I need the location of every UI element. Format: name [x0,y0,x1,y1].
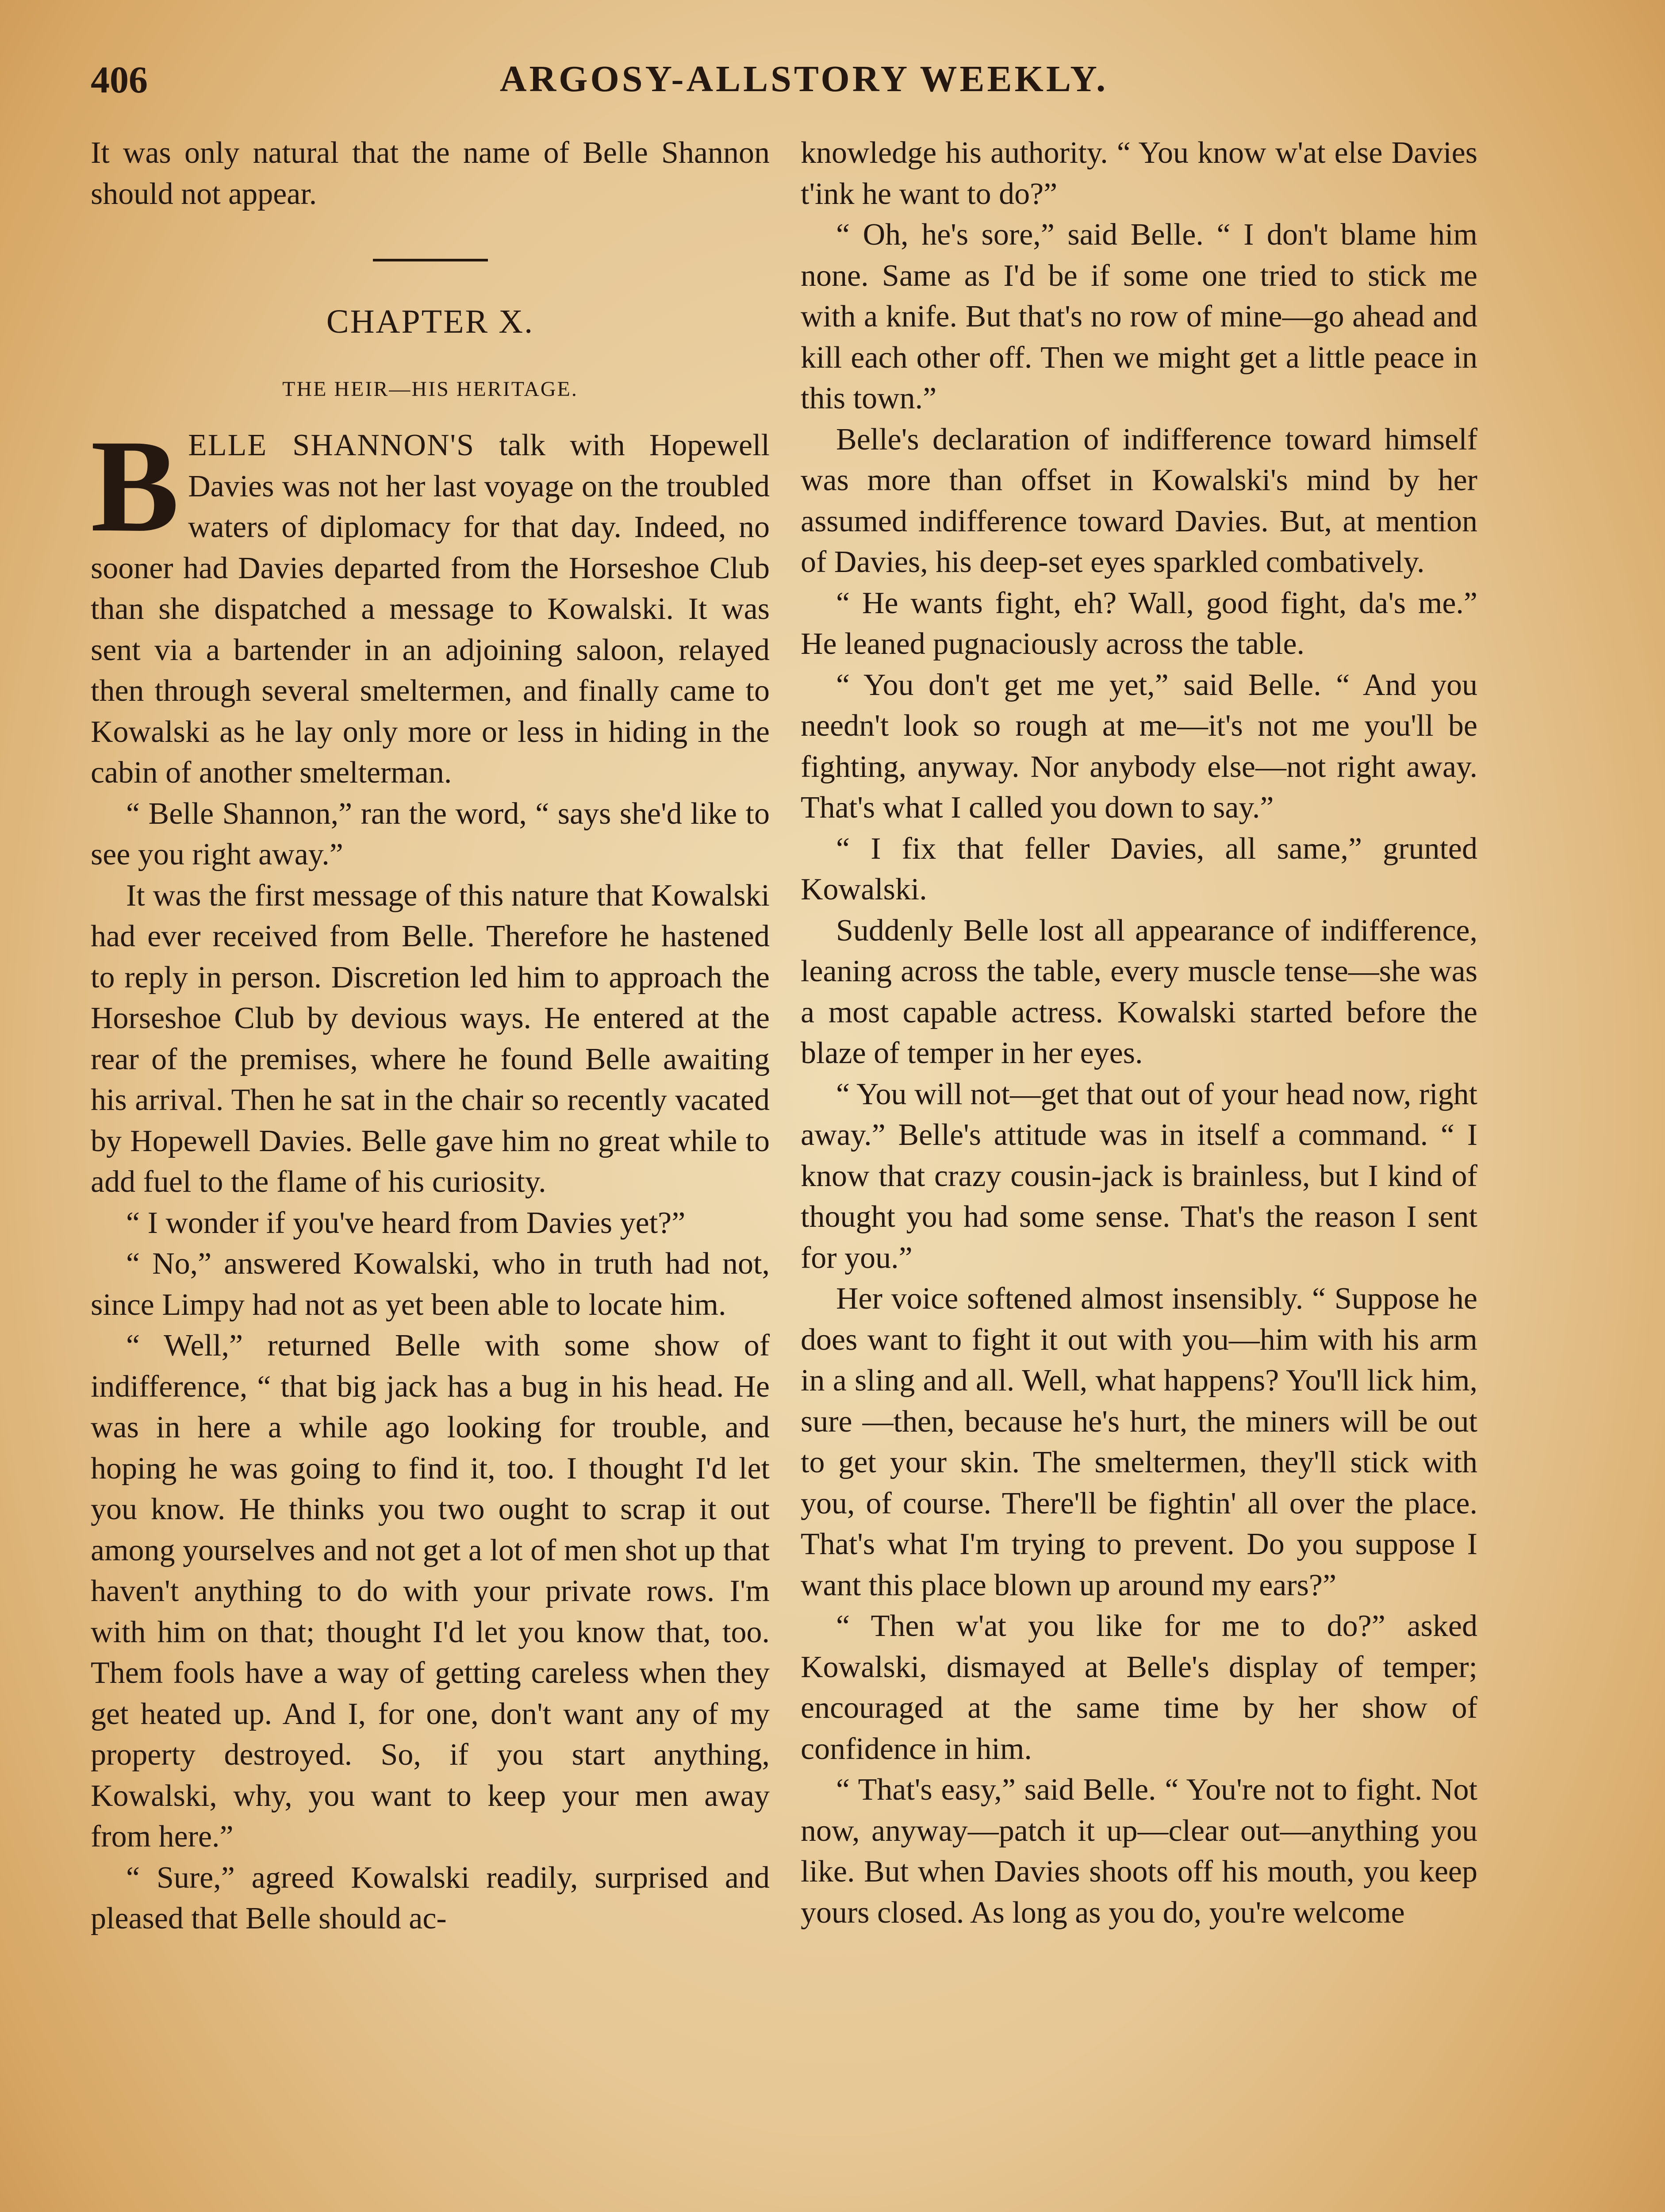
paragraph: “ I wonder if you've heard from Davies yet?” [126,1206,686,1240]
right-column [801,133,1477,2212]
intro-paragraph: It was only natural that the name of Belle Shannon should not appear. [91,136,770,211]
opening-caps: ELLE SHANNON'S [188,428,475,462]
paragraph: knowledge his authority. “ You know w'at else Davies t'ink he want to do?” [801,136,1477,211]
section-divider [373,259,488,261]
running-title: ARGOSY-ALLSTORY WEEKLY. [499,58,1109,100]
paragraph: “ Sure,” agreed Kowalski readily, surprised and pleased that Belle should ac- [91,1860,770,1936]
paragraph: “ Well,” returned Belle with some show of indifference, “ that big jack has a bug in his head. He was in here a while ago looking for trouble, and hoping he was going to find it, too. I thought I'd let you know. He thinks you two ought to scrap it out among yourselves and not get a lot of men shot up that haven't anything to do with your private rows. I'm with him on that; thought I'd let you know that, too. Them fools have a way of getting careless when they get heated up. And I, for one, don't want any of my property destroyed. So, if you start anything, Kowalski, why, you want to keep your men away from here.” [91,1329,770,1854]
opening-paragraph [91,412,770,794]
paragraph: Suddenly Belle lost all appearance of indifference, leaning across the table, every muscle tense—she was a most capable actress. Kowalski started before the blaze of temper in her eyes. [801,913,1477,1070]
paragraph: Her voice softened almost insensibly. “ Suppose he does want to fight it out with you—him with his arm in a sling and all. Well, what happens? You'll lick him, sure —then, because he's hurt, the miners will be out to get your skin. The smeltermen, they'll stick with you, of course. There'll be fightin' all over the place. That's what I'm trying to prevent. Do you suppose I want this place blown up around my ears?” [801,1282,1477,1602]
paragraph: “ Then w'at you like for me to do?” asked Kowalski, dismayed at Belle's display of temper; encouraged at the same time by her show of confidence in him. [801,1609,1477,1766]
paragraph: “ You will not—get that out of your head now, right away.” Belle's attitude was in itself a command. “ I know that crazy cousin-jack is brainless, but I kind of thought you had some sense. That's the reason I sent for you.” [801,1077,1477,1275]
left-column [91,133,770,2212]
chapter-subtitle: THE HEIR—HIS HERITAGE. [282,377,578,401]
paragraph: Belle's declaration of indifference toward himself was more than offset in Kowalski's mind by her assumed indifference toward Davies. But, at mention of Davies, his deep-set eyes sparkled combatively. [801,422,1477,579]
paragraph: “ That's easy,” said Belle. “ You're not to fight. Not now, anyway—patch it up—clear out—anything you like. But when Davies shoots off his mouth, you keep yours closed. As long as you do, you're welcome [801,1773,1477,1930]
paragraph: “ You don't get me yet,” said Belle. “ And you needn't look so rough at me—it's not me you'll be fighting, anyway. Nor anybody else—not right away. That's what I called you down to say.” [801,668,1477,825]
opening-text: talk with Hopewell Davies was not her last voyage on the troubled waters of diplomacy for that day. Indeed, no sooner had Davies departed from the Horseshoe Club than she dispatched a message to Kowalski. It was sent via a bartender in an adjoining saloon, relayed then through several smeltermen, and finally came to Kowalski as he lay only more or less in hiding in the cabin of another smelterman. [91,428,770,790]
drop-cap: B [91,412,180,559]
chapter-title: CHAPTER X. [326,303,534,340]
paragraph: “ Belle Shannon,” ran the word, “ says she'd like to see you right away.” [91,796,770,872]
page-number: 406 [91,58,148,101]
paragraph: “ Oh, he's sore,” said Belle. “ I don't blame him none. Same as I'd be if some one tried to stick me with a knife. But that's no row of mine—go ahead and kill each other off. Then we might get a little peace in this town.” [801,218,1477,415]
paragraph: “ I fix that feller Davies, all same,” grunted Kowalski. [801,831,1477,906]
paragraph: “ He wants fight, eh? Wall, good fight, da's me.” He leaned pugnaciously across the table. [801,586,1477,661]
page-header [91,58,1517,106]
paragraph: “ No,” answered Kowalski, who in truth had not, since Limpy had not as yet been able to locate him. [91,1247,770,1322]
paragraph: It was the first message of this nature that Kowalski had ever received from Belle. Therefore he hastened to reply in person. Discretion led him to approach the Horseshoe Club by devious ways. He entered at the rear of the premises, where he found Belle awaiting his arrival. Then he sat in the chair so recently vacated by Hopewell Davies. Belle gave him no great while to add fuel to the flame of his curiosity. [91,878,770,1199]
